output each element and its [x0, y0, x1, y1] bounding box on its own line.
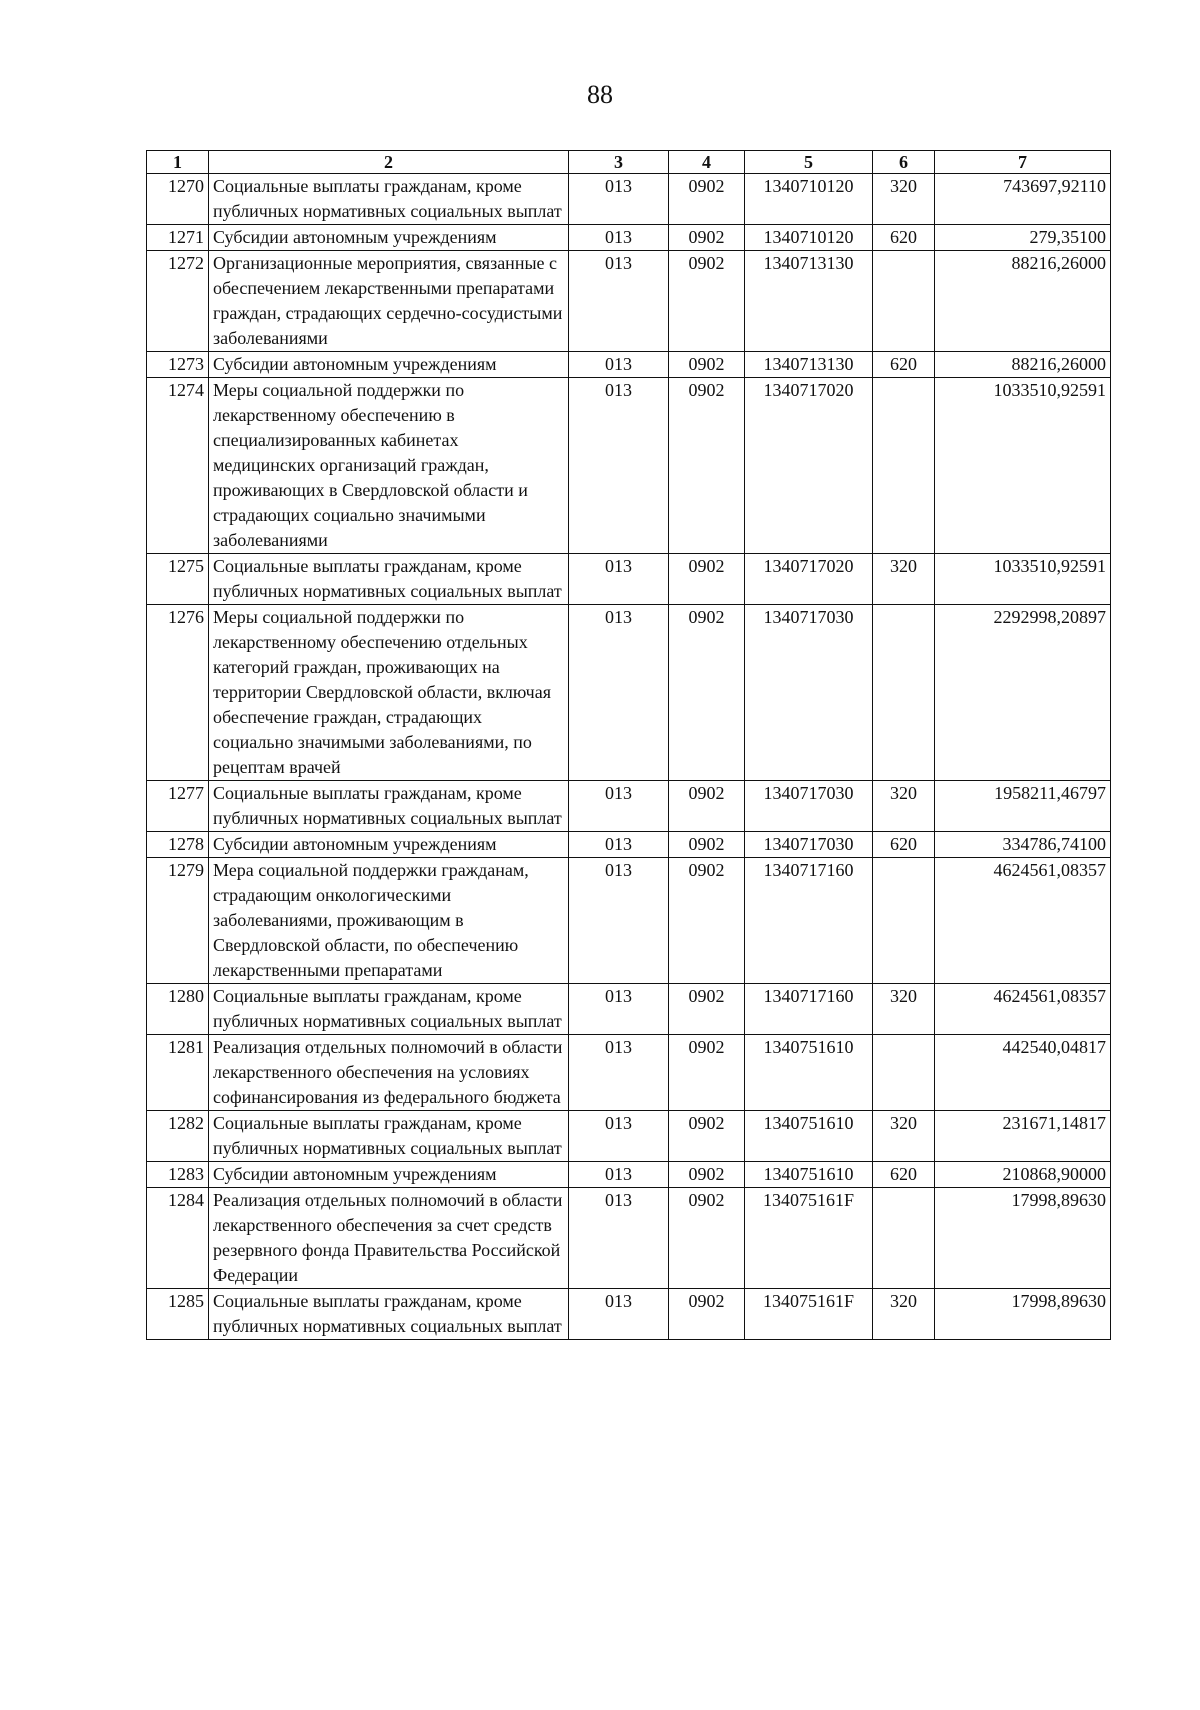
row-col4-cell: 0902 — [669, 251, 745, 352]
row-name-cell: Меры социальной поддержки по лекарственному обеспечению отдельных категорий граждан, проживающих на территории Свердловской области, включая обеспечение граждан, страдающих социально значимыми заболеваниями, по рецептам врачей — [209, 605, 569, 781]
row-amount-cell: 442540,04817 — [935, 1035, 1111, 1111]
row-number-cell: 1271 — [147, 225, 209, 251]
row-number-cell: 1277 — [147, 781, 209, 832]
table-row — [147, 605, 1111, 781]
row-number-cell: 1282 — [147, 1111, 209, 1162]
row-col5-cell: 1340713130 — [745, 251, 873, 352]
row-col3-cell: 013 — [569, 832, 669, 858]
row-col4-cell: 0902 — [669, 832, 745, 858]
row-number-cell: 1284 — [147, 1188, 209, 1289]
row-number-cell: 1280 — [147, 984, 209, 1035]
header-cell: 7 — [935, 151, 1111, 174]
row-amount-cell: 2292998,20897 — [935, 605, 1111, 781]
row-col5-cell: 1340751610 — [745, 1111, 873, 1162]
row-amount-cell: 334786,74100 — [935, 832, 1111, 858]
row-name-cell: Реализация отдельных полномочий в области лекарственного обеспечения за счет средств резервного фонда Правительства Российской Федерации — [209, 1188, 569, 1289]
row-col5-cell: 1340717160 — [745, 858, 873, 984]
row-col5-cell: 1340717030 — [745, 832, 873, 858]
row-number-cell: 1274 — [147, 378, 209, 554]
row-number-cell: 1285 — [147, 1289, 209, 1340]
row-number-cell: 1275 — [147, 554, 209, 605]
row-col6-cell: 320 — [873, 781, 935, 832]
row-col6-cell: 320 — [873, 1289, 935, 1340]
table-row — [147, 1289, 1111, 1340]
row-name-cell: Субсидии автономным учреждениям — [209, 1162, 569, 1188]
row-col3-cell: 013 — [569, 1162, 669, 1188]
row-col6-cell: 620 — [873, 832, 935, 858]
header-cell: 5 — [745, 151, 873, 174]
row-col6-cell — [873, 858, 935, 984]
row-col3-cell: 013 — [569, 352, 669, 378]
table-row — [147, 352, 1111, 378]
table-row — [147, 1111, 1111, 1162]
row-col3-cell: 013 — [569, 554, 669, 605]
row-col3-cell: 013 — [569, 605, 669, 781]
row-col3-cell: 013 — [569, 251, 669, 352]
page-number: 88 — [587, 80, 613, 109]
row-number-cell: 1272 — [147, 251, 209, 352]
table-row — [147, 225, 1111, 251]
row-col5-cell: 1340751610 — [745, 1035, 873, 1111]
row-name-cell: Субсидии автономным учреждениям — [209, 225, 569, 251]
table-row — [147, 251, 1111, 352]
row-col6-cell: 320 — [873, 1111, 935, 1162]
row-col6-cell — [873, 1188, 935, 1289]
row-amount-cell: 1033510,92591 — [935, 554, 1111, 605]
header-cell: 1 — [147, 151, 209, 174]
row-number-cell: 1283 — [147, 1162, 209, 1188]
row-col5-cell: 1340717020 — [745, 554, 873, 605]
row-amount-cell: 210868,90000 — [935, 1162, 1111, 1188]
row-number-cell: 1279 — [147, 858, 209, 984]
row-col6-cell: 320 — [873, 554, 935, 605]
header-cell: 3 — [569, 151, 669, 174]
row-col3-cell: 013 — [569, 984, 669, 1035]
row-col3-cell: 013 — [569, 1188, 669, 1289]
row-amount-cell: 4624561,08357 — [935, 858, 1111, 984]
table-row — [147, 174, 1111, 225]
table-row — [147, 781, 1111, 832]
row-amount-cell: 279,35100 — [935, 225, 1111, 251]
table-row — [147, 858, 1111, 984]
row-col4-cell: 0902 — [669, 605, 745, 781]
row-amount-cell: 17998,89630 — [935, 1188, 1111, 1289]
row-col6-cell — [873, 605, 935, 781]
row-col6-cell — [873, 251, 935, 352]
row-col4-cell: 0902 — [669, 1035, 745, 1111]
row-col5-cell: 134075161F — [745, 1188, 873, 1289]
row-col4-cell: 0902 — [669, 554, 745, 605]
row-col3-cell: 013 — [569, 781, 669, 832]
table-row — [147, 984, 1111, 1035]
row-name-cell: Социальные выплаты гражданам, кроме публичных нормативных социальных выплат — [209, 781, 569, 832]
row-col6-cell — [873, 1035, 935, 1111]
row-number-cell: 1276 — [147, 605, 209, 781]
row-amount-cell: 88216,26000 — [935, 251, 1111, 352]
row-name-cell: Социальные выплаты гражданам, кроме публичных нормативных социальных выплат — [209, 1111, 569, 1162]
row-name-cell: Социальные выплаты гражданам, кроме публичных нормативных социальных выплат — [209, 554, 569, 605]
row-col3-cell: 013 — [569, 225, 669, 251]
row-name-cell: Организационные мероприятия, связанные с обеспечением лекарственными препаратами граждан, страдающих сердечно-сосудистыми заболеваниями — [209, 251, 569, 352]
row-col5-cell: 1340713130 — [745, 352, 873, 378]
row-col3-cell: 013 — [569, 858, 669, 984]
row-name-cell: Реализация отдельных полномочий в области лекарственного обеспечения на условиях софинансирования из федерального бюджета — [209, 1035, 569, 1111]
header-cell: 4 — [669, 151, 745, 174]
row-amount-cell: 743697,92110 — [935, 174, 1111, 225]
row-number-cell: 1273 — [147, 352, 209, 378]
row-col5-cell: 1340717030 — [745, 605, 873, 781]
row-col5-cell: 1340710120 — [745, 225, 873, 251]
header-cell: 2 — [209, 151, 569, 174]
row-amount-cell: 231671,14817 — [935, 1111, 1111, 1162]
row-col6-cell: 620 — [873, 225, 935, 251]
row-number-cell: 1278 — [147, 832, 209, 858]
table-row — [147, 378, 1111, 554]
row-col6-cell — [873, 378, 935, 554]
row-col4-cell: 0902 — [669, 174, 745, 225]
row-col6-cell: 320 — [873, 984, 935, 1035]
header-cell: 6 — [873, 151, 935, 174]
row-col5-cell: 134075161F — [745, 1289, 873, 1340]
row-col5-cell: 1340717160 — [745, 984, 873, 1035]
row-col4-cell: 0902 — [669, 225, 745, 251]
row-amount-cell: 1033510,92591 — [935, 378, 1111, 554]
header-row — [147, 151, 1111, 174]
row-col4-cell: 0902 — [669, 781, 745, 832]
row-name-cell: Социальные выплаты гражданам, кроме публичных нормативных социальных выплат — [209, 984, 569, 1035]
row-amount-cell: 1958211,46797 — [935, 781, 1111, 832]
row-col3-cell: 013 — [569, 1289, 669, 1340]
row-col5-cell: 1340717030 — [745, 781, 873, 832]
row-col3-cell: 013 — [569, 174, 669, 225]
row-name-cell: Социальные выплаты гражданам, кроме публичных нормативных социальных выплат — [209, 1289, 569, 1340]
row-col5-cell: 1340717020 — [745, 378, 873, 554]
row-amount-cell: 4624561,08357 — [935, 984, 1111, 1035]
row-col3-cell: 013 — [569, 378, 669, 554]
row-col4-cell: 0902 — [669, 1289, 745, 1340]
row-name-cell: Субсидии автономным учреждениям — [209, 832, 569, 858]
table-row — [147, 832, 1111, 858]
table-row — [147, 1035, 1111, 1111]
row-col4-cell: 0902 — [669, 1188, 745, 1289]
row-name-cell: Меры социальной поддержки по лекарственному обеспечению в специализированных кабинетах медицинских организаций граждан, проживающих в Свердловской области и страдающих социально значимыми заболеваниями — [209, 378, 569, 554]
row-name-cell: Мера социальной поддержки гражданам, страдающим онкологическими заболеваниями, проживающим в Свердловской области, по обеспечению лекарственными препаратами — [209, 858, 569, 984]
row-col5-cell: 1340710120 — [745, 174, 873, 225]
row-col6-cell: 320 — [873, 174, 935, 225]
row-name-cell: Социальные выплаты гражданам, кроме публичных нормативных социальных выплат — [209, 174, 569, 225]
row-col4-cell: 0902 — [669, 858, 745, 984]
row-col3-cell: 013 — [569, 1111, 669, 1162]
row-col6-cell: 620 — [873, 1162, 935, 1188]
row-col4-cell: 0902 — [669, 1162, 745, 1188]
row-amount-cell: 17998,89630 — [935, 1289, 1111, 1340]
row-col4-cell: 0902 — [669, 352, 745, 378]
budget-table — [146, 150, 1111, 1340]
table-row — [147, 554, 1111, 605]
row-amount-cell: 88216,26000 — [935, 352, 1111, 378]
row-col4-cell: 0902 — [669, 1111, 745, 1162]
row-col3-cell: 013 — [569, 1035, 669, 1111]
table-row — [147, 1188, 1111, 1289]
row-col6-cell: 620 — [873, 352, 935, 378]
row-number-cell: 1281 — [147, 1035, 209, 1111]
row-col4-cell: 0902 — [669, 984, 745, 1035]
row-col5-cell: 1340751610 — [745, 1162, 873, 1188]
row-col4-cell: 0902 — [669, 378, 745, 554]
row-name-cell: Субсидии автономным учреждениям — [209, 352, 569, 378]
table-row — [147, 1162, 1111, 1188]
row-number-cell: 1270 — [147, 174, 209, 225]
